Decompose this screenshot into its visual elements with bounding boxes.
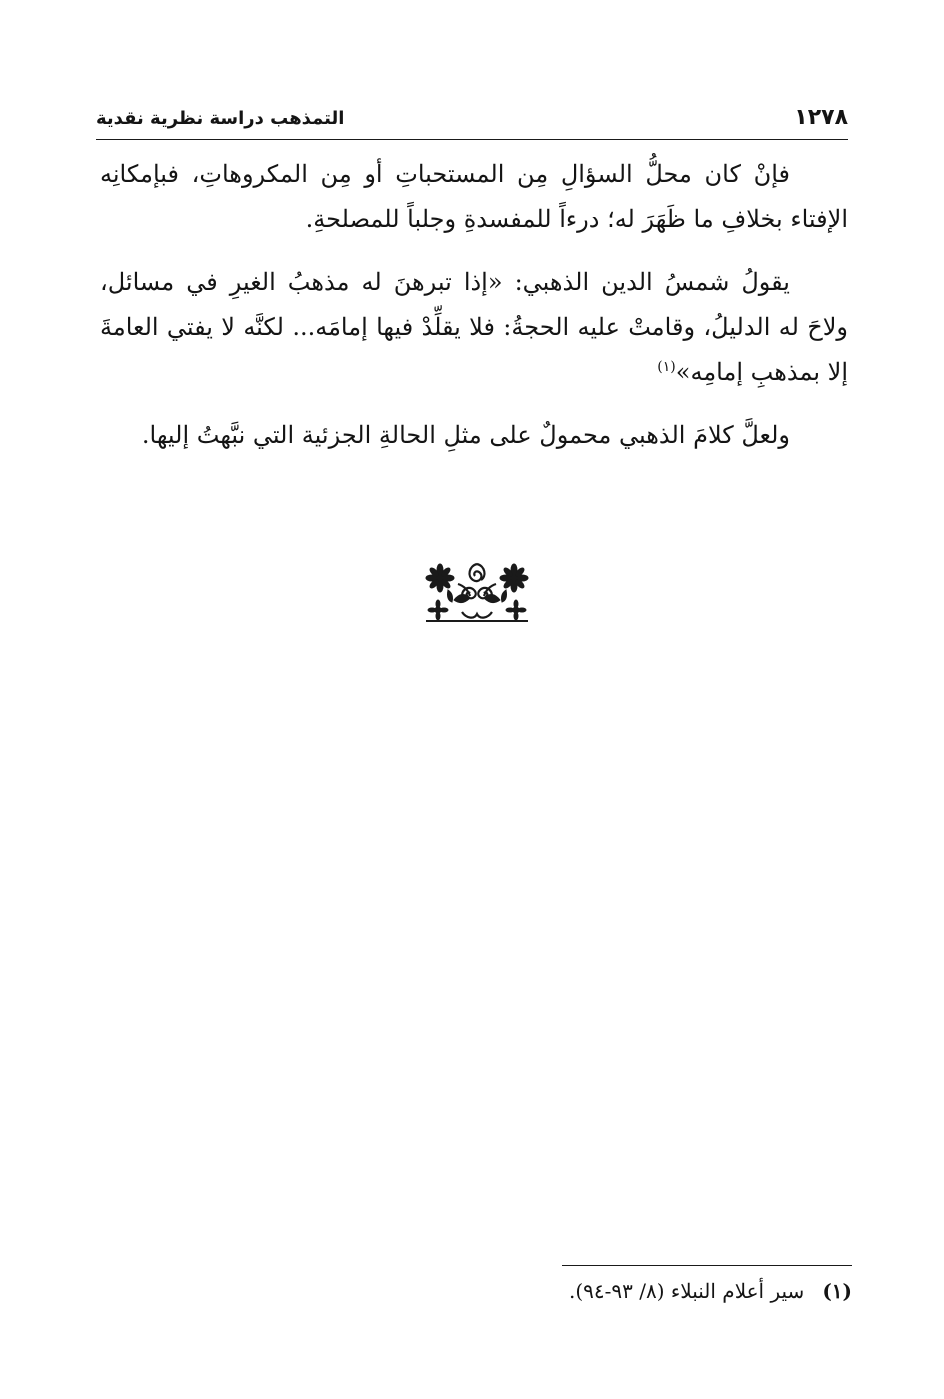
paragraph-2-text: يقولُ شمسُ الدين الذهبي: «إذا تبرهنَ له مذهبُ الغيرِ في مسائل، ولاحَ له الدليلُ، وقامتْ عليه الحجةُ: فلا يقلِّدْ فيها إمامَه... لكنَّه لا يفتي العامةَ إلا بمذهبِ إمامِه» [100, 268, 848, 386]
body-text [100, 152, 848, 476]
paragraph-1: فإنْ كان محلُّ السؤالِ مِن المستحباتِ أو مِن المكروهاتِ، فبإمكانِه الإفتاء بخلافِ ما ظَهَرَ له؛ درءاً للمفسدةِ وجلباً للمصلحةِ. [100, 160, 848, 233]
paragraph-2 [100, 260, 848, 395]
page-header [96, 104, 848, 134]
footnote-separator [562, 1265, 852, 1266]
footnote-1 [569, 1276, 852, 1306]
footnote-reference: (١) [657, 359, 676, 375]
footnote-number: (١) [822, 1279, 852, 1303]
footnote-text: سير أعلام النبلاء (٨/ ٩٣-٩٤). [568, 1279, 805, 1303]
page-number: ١٢٧٨ [794, 105, 848, 130]
paragraph-3: ولعلَّ كلامَ الذهبي محمولٌ على مثلِ الحالةِ الجزئية التي نبَّهتُ إليها. [141, 421, 790, 449]
running-title: التمذهب دراسة نظرية نقدية [96, 108, 345, 129]
floral-ornament-icon [418, 560, 536, 624]
header-rule [96, 139, 848, 140]
